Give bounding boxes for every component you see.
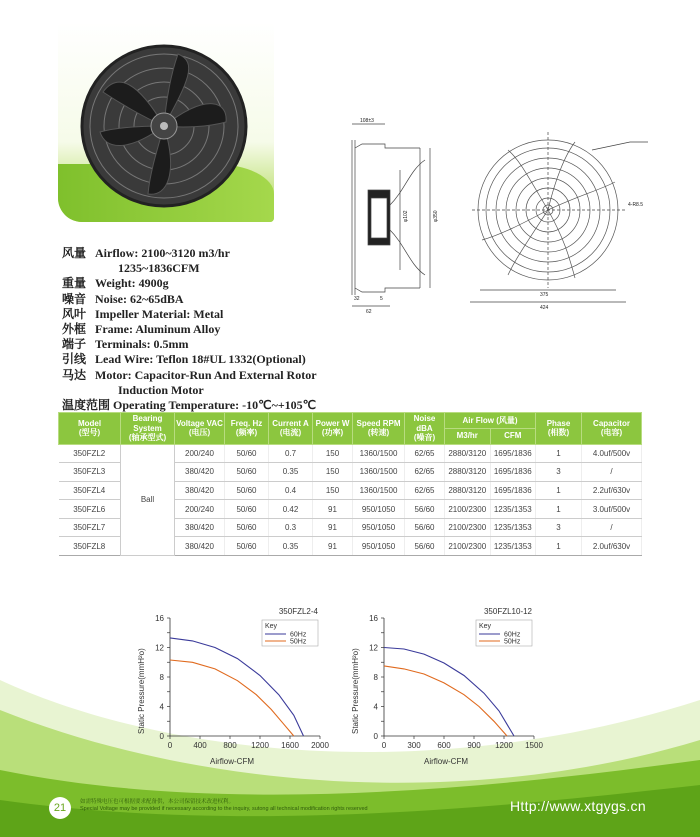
th-capacitor: Capacitor (电容) — [582, 413, 642, 445]
cell-current: 0.3 — [269, 518, 313, 537]
y-tick-label: 0 — [159, 732, 164, 741]
cell-phase: 1 — [536, 481, 582, 500]
chart-350fzl10-12 — [348, 604, 558, 779]
cell-m3hr: 2100/2300 — [445, 518, 491, 537]
cell-power: 150 — [313, 463, 353, 482]
cell-model: 350FZL2 — [59, 444, 121, 463]
cell-noise: 62/65 — [405, 463, 445, 482]
cell-voltage: 380/420 — [175, 463, 225, 482]
cell-model: 350FZL6 — [59, 500, 121, 519]
cell-bearing: Ball — [121, 444, 175, 556]
x-tick-label: 1500 — [525, 741, 543, 750]
y-tick-label: 4 — [159, 702, 164, 712]
cell-current: 0.42 — [269, 500, 313, 519]
dim-32: 32 — [354, 296, 360, 302]
spec-list — [62, 246, 317, 413]
x-tick-label: 400 — [193, 741, 207, 750]
th-airflow-m3hr: M3/hr — [445, 428, 491, 444]
cell-noise: 56/60 — [405, 518, 445, 537]
technical-drawing — [330, 110, 660, 320]
x-axis-label: Airflow-CFM — [210, 757, 254, 766]
x-tick-label: 1200 — [251, 741, 269, 750]
cell-model: 350FZL7 — [59, 518, 121, 537]
spec-airflow: 风量 Airflow: 2100~3120 m3/hr — [62, 246, 230, 260]
th-power: Power W (功率) — [313, 413, 353, 445]
y-axis-label: Static Pressure(mmH²o) — [137, 648, 146, 734]
x-tick-label: 800 — [223, 741, 237, 750]
cell-cfm: 1235/1353 — [490, 537, 536, 556]
cell-m3hr: 2880/3120 — [445, 481, 491, 500]
spec-airflow-cfm: 1235~1836CFM — [118, 261, 200, 276]
cell-current: 0.35 — [269, 463, 313, 482]
cell-phase: 1 — [536, 444, 582, 463]
x-axis-label: Airflow-CFM — [424, 757, 468, 766]
y-tick-label: 12 — [155, 643, 164, 653]
website-url[interactable]: Http://www.xtgygs.cn — [510, 798, 646, 814]
cell-m3hr: 2880/3120 — [445, 463, 491, 482]
cell-phase: 3 — [536, 463, 582, 482]
spec-noise: 噪音 Noise: 62~65dBA — [62, 291, 184, 306]
cell-m3hr: 2880/3120 — [445, 444, 491, 463]
footer-note — [80, 799, 368, 813]
dim-5: 5 — [380, 296, 383, 302]
cell-cfm: 1695/1836 — [490, 481, 536, 500]
cell-speed: 950/1050 — [353, 500, 405, 519]
legend-label: 60Hz — [290, 631, 307, 639]
page-number: 21 — [49, 797, 71, 819]
cell-model: 350FZL3 — [59, 463, 121, 482]
x-tick-label: 0 — [167, 741, 173, 750]
th-noise: Noise dBA (噪音) — [405, 413, 445, 445]
cell-phase: 3 — [536, 518, 582, 537]
cell-noise: 56/60 — [405, 537, 445, 556]
legend-label: 60Hz — [504, 631, 521, 639]
cell-speed: 1360/1500 — [353, 463, 405, 482]
cell-power: 91 — [313, 518, 353, 537]
x-tick-label: 300 — [407, 741, 421, 750]
cell-capacitor: 4.0uf/500v — [582, 444, 642, 463]
th-speed: Speed RPM (转速) — [353, 413, 405, 445]
cell-current: 0.7 — [269, 444, 313, 463]
legend-label: 50Hz — [504, 638, 521, 646]
th-phase: Phase (相数) — [536, 413, 582, 445]
series-line-50hz — [384, 666, 507, 736]
cell-capacitor: / — [582, 518, 642, 537]
cell-voltage: 200/240 — [175, 500, 225, 519]
chart-title: 350FZL10-12 — [483, 607, 532, 616]
spec-terminals: 端子 Terminals: 0.5mm — [62, 337, 189, 352]
cell-speed: 950/1050 — [353, 518, 405, 537]
cell-speed: 1360/1500 — [353, 444, 405, 463]
cell-current: 0.4 — [269, 481, 313, 500]
dim-424: 424 — [540, 305, 549, 311]
cell-model: 350FZL4 — [59, 481, 121, 500]
spec-impeller: 风叶 Impeller Material: Metal — [62, 306, 224, 321]
cell-cfm: 1695/1836 — [490, 444, 536, 463]
spec-motor-cont: Induction Motor — [118, 382, 204, 397]
cell-power: 150 — [313, 481, 353, 500]
table-row — [59, 444, 642, 463]
product-photo — [58, 22, 274, 222]
cell-cfm: 1695/1836 — [490, 463, 536, 482]
series-line-50hz — [170, 660, 294, 736]
spec-frame: 外框 Frame: Aluminum Alloy — [62, 322, 221, 337]
th-airflow: Air Flow (风量) — [445, 413, 536, 429]
cell-power: 150 — [313, 444, 353, 463]
cell-capacitor: 2.2uf/630v — [582, 481, 642, 500]
y-tick-label: 12 — [369, 643, 378, 653]
cell-current: 0.35 — [269, 537, 313, 556]
spec-motor: 马达 Motor: Capacitor-Run And External Rotor — [62, 367, 317, 382]
cell-capacitor: 3.0uf/500v — [582, 500, 642, 519]
cell-freq: 50/60 — [225, 537, 269, 556]
x-tick-label: 600 — [437, 741, 451, 750]
y-tick-label: 16 — [369, 614, 378, 623]
chart-350fzl2-4 — [134, 604, 334, 779]
cell-model: 350FZL8 — [59, 537, 121, 556]
cell-phase: 1 — [536, 537, 582, 556]
cell-noise: 62/65 — [405, 481, 445, 500]
cell-cfm: 1235/1353 — [490, 518, 536, 537]
x-tick-label: 1200 — [495, 741, 513, 750]
cell-voltage: 380/420 — [175, 518, 225, 537]
cell-noise: 62/65 — [405, 444, 445, 463]
series-line-60hz — [170, 638, 304, 736]
x-tick-label: 2000 — [311, 741, 329, 750]
cell-speed: 1360/1500 — [353, 481, 405, 500]
cell-noise: 56/60 — [405, 500, 445, 519]
dim-top: 108±3 — [360, 118, 374, 124]
cell-power: 91 — [313, 500, 353, 519]
y-axis-label: Static Pressure(mmH²o) — [351, 648, 360, 734]
cell-voltage: 200/240 — [175, 444, 225, 463]
cell-speed: 950/1050 — [353, 537, 405, 556]
dim-outer: φ350 — [433, 210, 439, 222]
y-tick-label: 16 — [155, 614, 164, 623]
footer-note-en: Special Voltage may be provided if necessary according to the inquiry, sutong all technical modification rights reserved — [80, 806, 368, 812]
series-line-60hz — [384, 648, 514, 737]
x-tick-label: 900 — [467, 741, 481, 750]
legend-title: Key — [479, 623, 492, 630]
cell-m3hr: 2100/2300 — [445, 500, 491, 519]
y-tick-label: 8 — [373, 673, 378, 682]
cell-voltage: 380/420 — [175, 481, 225, 500]
cell-freq: 50/60 — [225, 518, 269, 537]
y-tick-label: 0 — [373, 732, 378, 741]
dim-375: 375 — [540, 292, 549, 298]
legend-title: Key — [265, 623, 278, 630]
model-table — [58, 412, 642, 556]
footer-note-zh: 如需特殊电压也可根据要求配备供，本公司保留技术改进权利。 — [80, 799, 235, 805]
y-tick-label: 4 — [373, 702, 378, 712]
spec-weight: 重量 Weight: 4900g — [62, 276, 169, 291]
cell-cfm: 1235/1353 — [490, 500, 536, 519]
cell-freq: 50/60 — [225, 463, 269, 482]
cell-capacitor: 2.0uf/630v — [582, 537, 642, 556]
fan-image — [58, 22, 274, 222]
th-current: Current A (电流) — [269, 413, 313, 445]
spec-temperature: 温度范围 Operating Temperature: -10℃~+105℃ — [62, 398, 317, 413]
y-tick-label: 8 — [159, 673, 164, 682]
th-model: Model (型号) — [59, 413, 121, 445]
cell-power: 91 — [313, 537, 353, 556]
th-freq: Freq. Hz (频率) — [225, 413, 269, 445]
cell-voltage: 380/420 — [175, 537, 225, 556]
cell-m3hr: 2100/2300 — [445, 537, 491, 556]
cell-capacitor: / — [582, 463, 642, 482]
dim-holes: 4-R8.5 — [628, 202, 644, 208]
x-tick-label: 1600 — [281, 741, 299, 750]
cell-freq: 50/60 — [225, 444, 269, 463]
legend-label: 50Hz — [290, 638, 307, 646]
th-bearing: Bearing System (轴承型式) — [121, 413, 175, 445]
spec-lead-wire: 引线 Lead Wire: Teflon 18#UL 1332(Optional) — [62, 352, 306, 367]
dim-inner: φ102 — [403, 210, 409, 222]
th-voltage: Voltage VAC (电压) — [175, 413, 225, 445]
dim-62: 62 — [366, 309, 372, 315]
cell-phase: 1 — [536, 500, 582, 519]
chart-title: 350FZL2-4 — [278, 607, 318, 616]
cell-freq: 50/60 — [225, 481, 269, 500]
th-airflow-cfm: CFM — [490, 428, 536, 444]
cell-freq: 50/60 — [225, 500, 269, 519]
x-tick-label: 0 — [381, 741, 387, 750]
